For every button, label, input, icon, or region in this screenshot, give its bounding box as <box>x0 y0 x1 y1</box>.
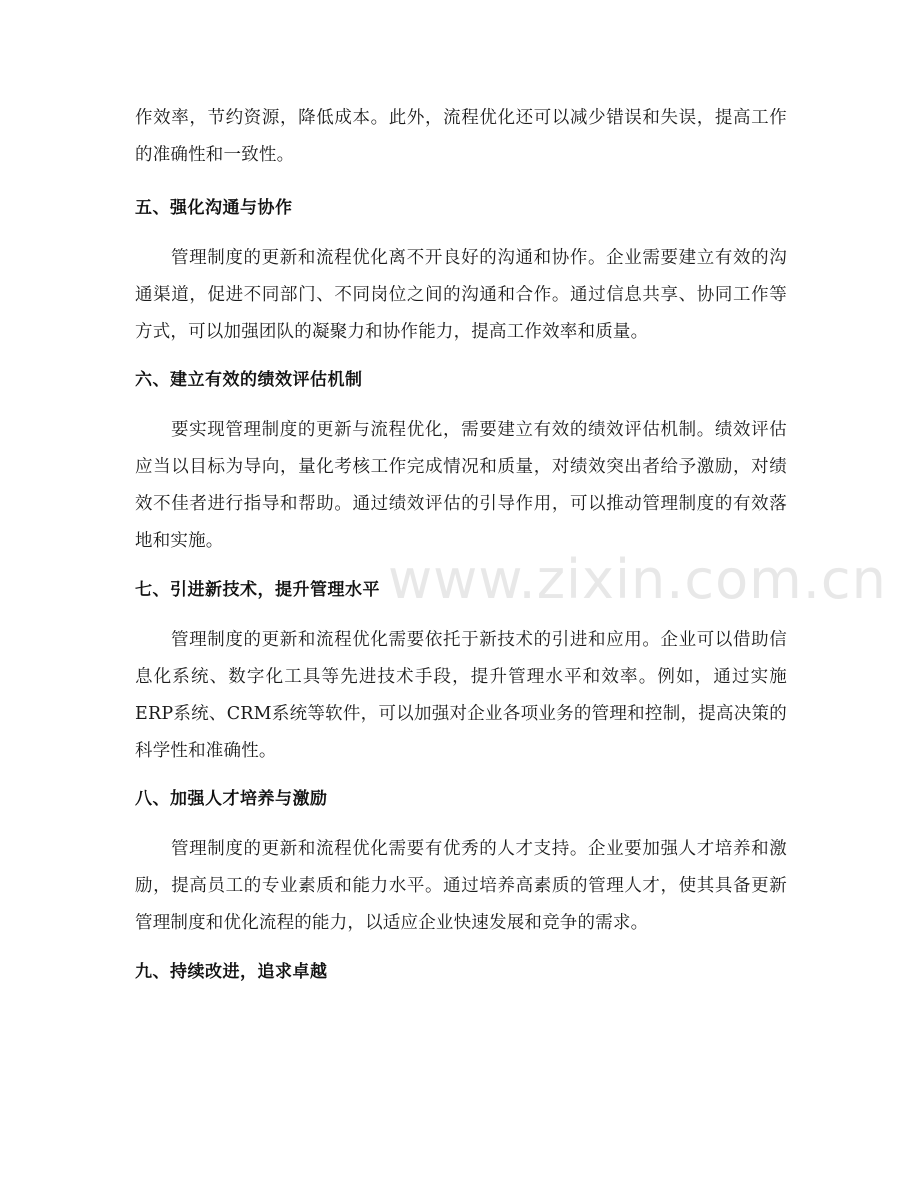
paragraph-section-8: 管理制度的更新和流程优化需要有优秀的人才支持。企业要加强人才培养和激励，提高员工的专业素质和能力水平。通过培养高素质的管理人才，使其具备更新管理制度和优化流程的能力，以适应企业快速发展和竞争的需求。 <box>135 839 787 933</box>
paragraph-section-5: 管理制度的更新和流程优化离不开良好的沟通和协作。企业需要建立有效的沟通渠道，促进不同部门、不同岗位之间的沟通和合作。通过信息共享、协同工作等方式，可以加强团队的凝聚力和协作能力，提高工作效率和质量。 <box>135 248 787 342</box>
paragraph-continued: 作效率，节约资源，降低成本。此外，流程优化还可以减少错误和失误，提高工作的准确性和一致性。 <box>135 108 787 165</box>
paragraph-section-6: 要实现管理制度的更新与流程优化，需要建立有效的绩效评估机制。绩效评估应当以目标为导向，量化考核工作完成情况和质量，对绩效突出者给予激励，对绩效不佳者进行指导和帮助。通过绩效评估的引导作用，可以推动管理制度的有效落地和实施。 <box>135 420 787 551</box>
section-heading-9: 九、持续改进，追求卓越 <box>135 962 328 982</box>
section-heading-5: 五、强化沟通与协作 <box>135 198 293 218</box>
watermark: www.zixin.com.cn <box>388 548 887 611</box>
section-heading-6: 六、建立有效的绩效评估机制 <box>135 370 363 390</box>
section-heading-8: 八、加强人才培养与激励 <box>135 789 328 809</box>
paragraph-section-7: 管理制度的更新和流程优化需要依托于新技术的引进和应用。企业可以借助信息化系统、数字化工具等先进技术手段，提升管理水平和效率。例如，通过实施ERP系统、CRM系统等软件，可以加强对企业各项业务的管理和控制，提高决策的科学性和准确性。 <box>135 630 787 761</box>
section-heading-7: 七、引进新技术，提升管理水平 <box>135 580 380 600</box>
